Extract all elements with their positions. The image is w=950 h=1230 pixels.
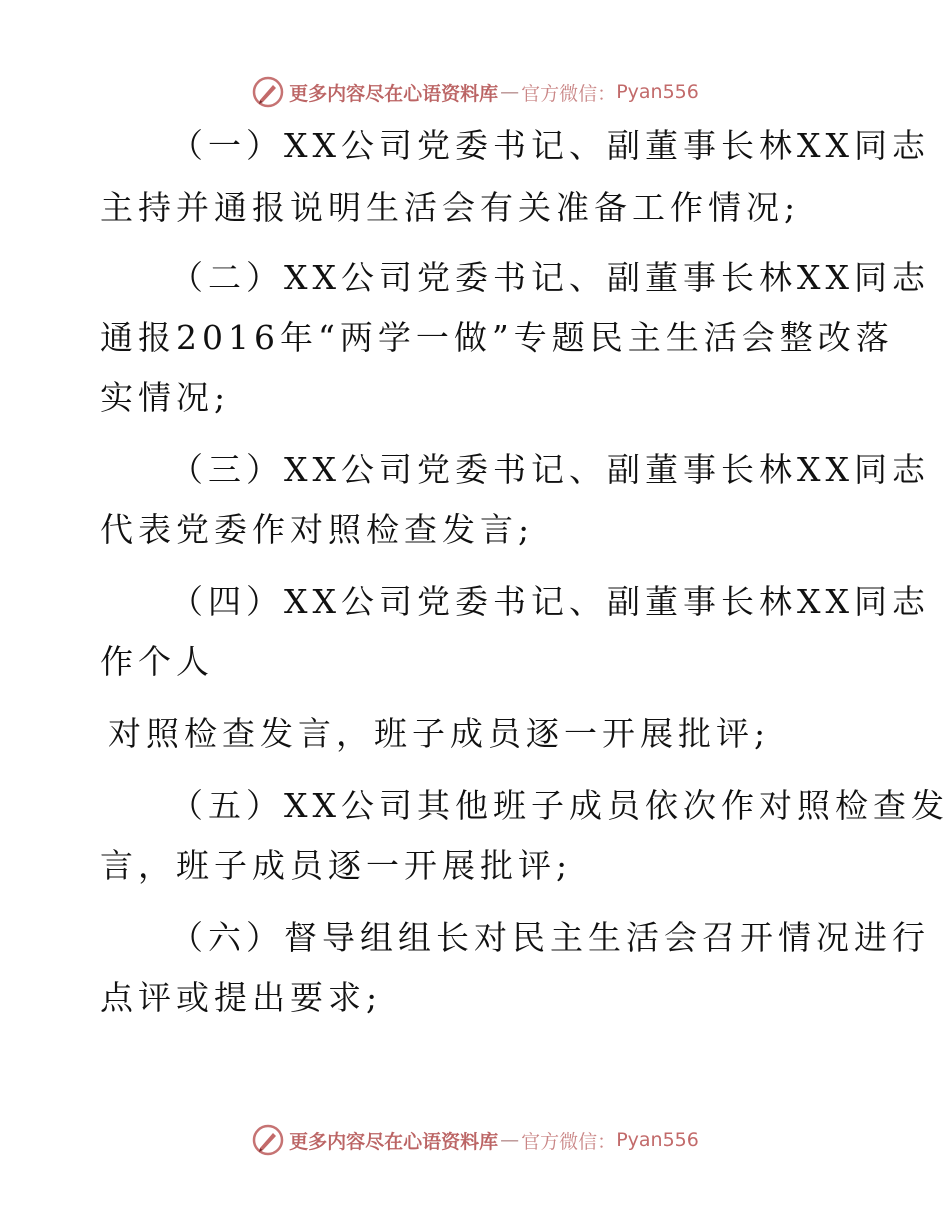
watermark-footer <box>0 1120 950 1160</box>
watermark-wechat-label: 官方微信： <box>521 1130 617 1153</box>
pen-logo-icon <box>251 75 285 109</box>
paragraph-line: （一）XX公司党委书记、副董事长林XX同志 <box>170 126 930 165</box>
paragraph-line: 言，班子成员逐一开展批评; <box>100 846 573 885</box>
paragraph-line: （二）XX公司党委书记、副董事长林XX同志 <box>170 258 930 297</box>
watermark-text: 更多内容尽在心语资料库 <box>289 1130 499 1153</box>
watermark-header <box>0 72 950 112</box>
paragraph-line: （四）XX公司党委书记、副董事长林XX同志 <box>170 582 930 621</box>
paragraph-line: 主持并通报说明生活会有关准备工作情况; <box>100 188 801 227</box>
paragraph-line: （三）XX公司党委书记、副董事长林XX同志 <box>170 450 930 489</box>
paragraph-line: （六）督导组组长对民主生活会召开情况进行 <box>170 918 930 957</box>
paragraph-line: 通报2016年“两学一做”专题民主生活会整改落 <box>100 318 894 357</box>
paragraph-line: 点评或提出要求; <box>100 978 383 1017</box>
paragraph-line: 作个人 <box>100 642 214 681</box>
watermark-wechat-id: Pyan556 <box>616 1129 699 1151</box>
paragraph-line: （五）XX公司其他班子成员依次作对照检查发 <box>170 786 949 825</box>
paragraph-line: 实情况; <box>100 378 231 417</box>
pen-logo-icon <box>251 1123 285 1157</box>
watermark-wechat-label: 官方微信： <box>521 82 617 105</box>
watermark-dash: — <box>500 81 520 103</box>
paragraph-line: 对照检查发言，班子成员逐一开展批评; <box>108 714 771 753</box>
watermark-dash: — <box>500 1129 520 1151</box>
paragraph-line: 代表党委作对照检查发言; <box>100 510 535 549</box>
watermark-wechat-id: Pyan556 <box>616 81 699 103</box>
watermark-text: 更多内容尽在心语资料库 <box>289 82 499 105</box>
